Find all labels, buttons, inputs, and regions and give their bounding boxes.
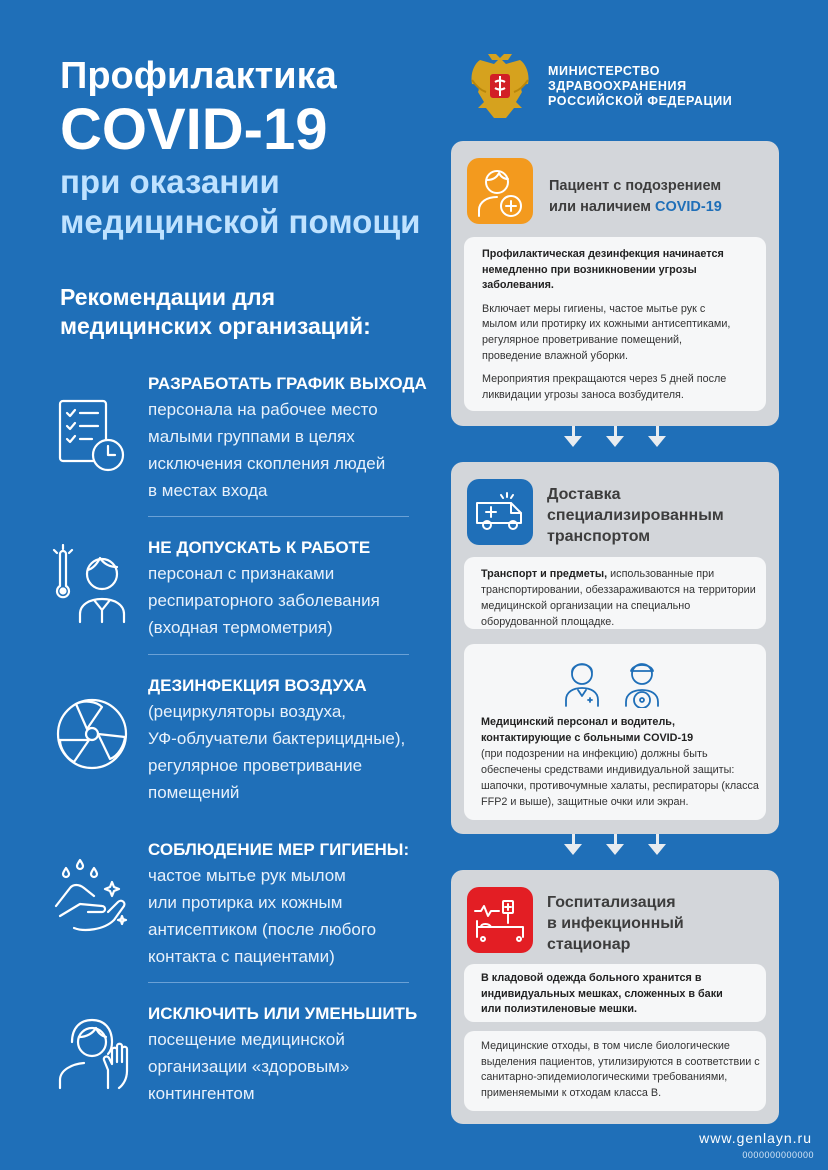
card-text: использованные при транспортировании, обеззараживаются на территории медицинской организации на специально оборудованной площадке. <box>481 568 756 628</box>
item-body: персонал с признаками респираторного заболевания (входная термометрия) <box>148 564 380 637</box>
medic-and-driver-icon <box>560 656 670 708</box>
item-body: частое мытье рук мылом или протирка их кожным антисептиком (после любого контакта с пациентами) <box>148 866 377 966</box>
panel-title: Доставка специализированным транспортом <box>547 486 724 545</box>
transport-badge <box>467 479 533 545</box>
panel-title-text: или наличием <box>549 199 655 215</box>
air-fan-icon <box>52 694 132 774</box>
card-bold-text: Транспорт и предметы, <box>481 568 608 580</box>
card-paragraph: Включает меры гигиены, частое мытье рук с мылом или протирку их кожными антисептиками, регулярное проветривание помещений, проведение влажной уборки. <box>482 302 731 362</box>
info-card <box>464 237 766 411</box>
title-line-2: COVID-19 <box>60 97 328 162</box>
panel-title: Госпитализация в инфекционный стационар <box>547 894 684 953</box>
panel-patient <box>451 141 779 426</box>
arrow-down-icon <box>564 844 582 855</box>
card-bold-text: Медицинский персонал и водитель, контактирующие с больными COVID-19 <box>481 716 694 744</box>
ambulance-icon <box>467 479 533 545</box>
ministry-line-3: РОССИЙСКОЙ ФЕДЕРАЦИИ <box>548 94 733 108</box>
covid-label: COVID-19 <box>654 199 722 215</box>
item-body: (рециркуляторы воздуха, УФ-облучатели бактерицидные), регулярное проветривание помещений <box>148 702 406 802</box>
patient-plus-icon <box>467 158 533 224</box>
panel-title-line-1: Пациент с подозрением <box>549 178 722 194</box>
person-stop-hand-icon <box>52 1010 132 1090</box>
panel-transport <box>451 462 779 834</box>
arrow-stem <box>656 426 659 436</box>
ministry-emblem-icon <box>462 50 538 126</box>
footer-code: 0000000000000 <box>742 1150 814 1160</box>
arrow-stem <box>572 426 575 436</box>
item-body: посещение медицинской организации «здоровым» контингентом <box>148 1030 350 1103</box>
info-card <box>464 964 766 1022</box>
divider <box>148 982 409 983</box>
arrow-down-icon <box>606 436 624 447</box>
arrow-down-icon <box>648 436 666 447</box>
card-paragraph: Медицинские отходы, в том числе биологические выделения пациентов, утилизируются в соответствии с санитарно-эпидемиологическими требованиями, применяемыми к отходам класса В. <box>481 1040 760 1099</box>
info-card <box>464 644 766 820</box>
card-paragraph: Мероприятия прекращаются через 5 дней после ликвидации угрозы заноса возбудителя. <box>482 373 727 401</box>
subtitle-line-2: медицинской помощи <box>60 203 421 240</box>
card-paragraph <box>481 566 756 630</box>
ministry-line-2: ЗДРАВООХРАНЕНИЯ <box>548 79 687 93</box>
ministry-line-1: МИНИСТЕРСТВО <box>548 64 661 78</box>
divider <box>148 516 409 517</box>
card-paragraph: (при подозрении на инфекцию) должны быть обеспечены средствами индивидуальной защиты: шапочки, противочумные халаты, респираторы (класса FFP2 и выше), защитные очки или экран. <box>481 748 759 808</box>
item-heading: РАЗРАБОТАТЬ ГРАФИК ВЫХОДА <box>148 374 427 393</box>
info-card <box>464 1031 766 1111</box>
arrow-down-icon <box>564 436 582 447</box>
item-body: персонала на рабочее место малыми группами в целях исключения скопления людей в местах входа <box>148 400 386 500</box>
card-paragraph: В кладовой одежда больного хранится в индивидуальных мешках, сложенных в баки или полиэтиленовые мешки. <box>481 972 723 1016</box>
recommendations-heading: Рекомендации для медицинских организаций: <box>60 284 371 339</box>
item-heading: СОБЛЮДЕНИЕ МЕР ГИГИЕНЫ: <box>148 840 410 859</box>
ministry-name <box>548 64 732 109</box>
subtitle <box>60 162 440 242</box>
arrow-stem <box>614 426 617 436</box>
panel-hospitalization <box>451 870 779 1124</box>
arrow-stem <box>614 834 617 844</box>
subtitle-line-1: при оказании <box>60 163 280 200</box>
arrow-stem <box>656 834 659 844</box>
item-heading: ДЕЗИНФЕКЦИЯ ВОЗДУХА <box>148 676 367 695</box>
item-heading: НЕ ДОПУСКАТЬ К РАБОТЕ <box>148 538 371 557</box>
thermometer-person-icon <box>52 544 132 624</box>
hospital-badge <box>467 887 533 953</box>
hospital-bed-icon <box>467 887 533 953</box>
patient-badge <box>467 158 533 224</box>
handwashing-icon <box>52 858 132 938</box>
footer-website: www.genlayn.ru <box>699 1130 812 1146</box>
divider <box>148 654 409 655</box>
info-card <box>464 557 766 629</box>
item-heading: ИСКЛЮЧИТЬ ИЛИ УМЕНЬШИТЬ <box>148 1004 418 1023</box>
panel-title-line-2 <box>549 197 722 218</box>
arrow-down-icon <box>606 844 624 855</box>
card-paragraph: Профилактическая дезинфекция начинается немедленно при возникновении угрозы заболевания. <box>482 248 724 292</box>
arrow-stem <box>572 834 575 844</box>
title-line-1: Профилактика <box>60 55 337 97</box>
schedule-checklist-clock-icon <box>52 395 132 475</box>
panel-title <box>549 176 722 218</box>
arrow-down-icon <box>648 844 666 855</box>
